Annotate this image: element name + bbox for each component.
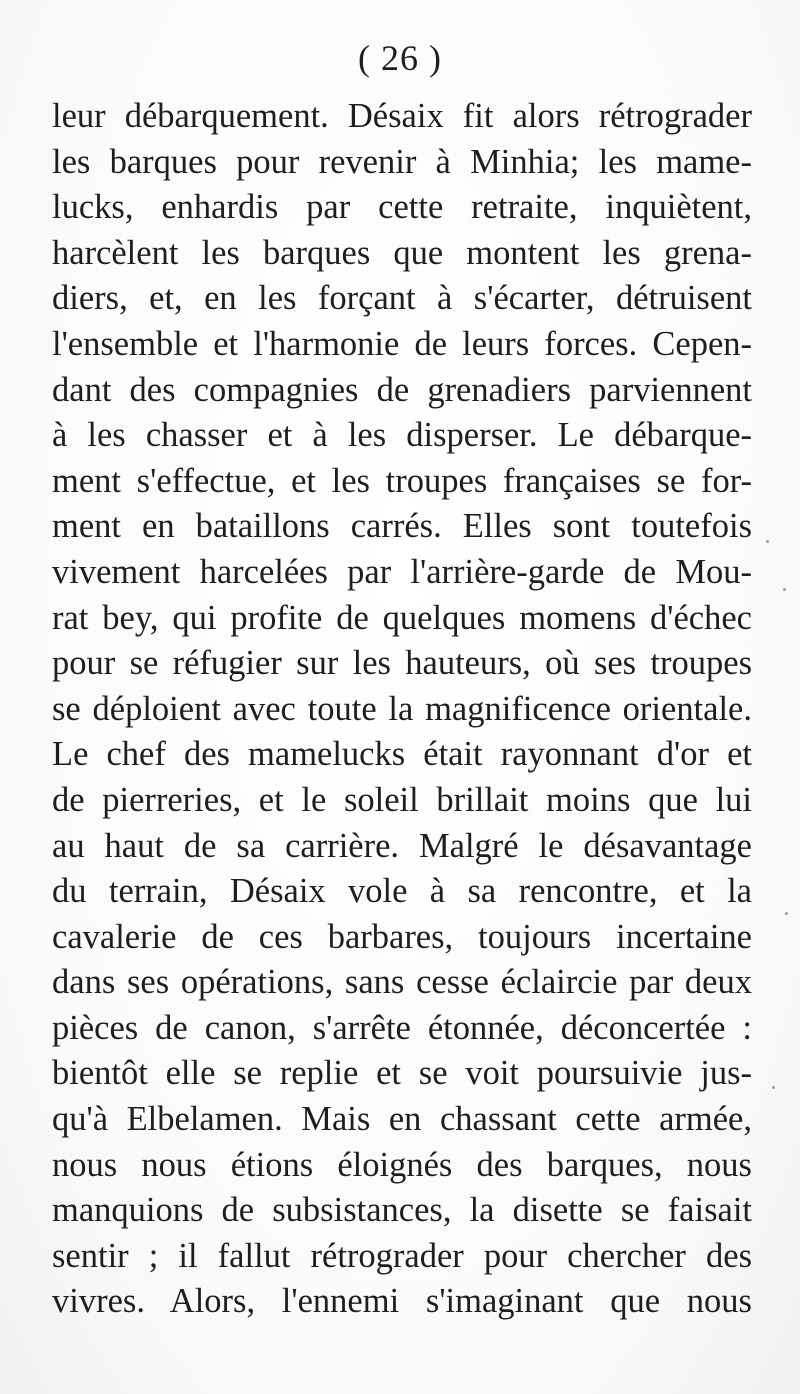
text-line: qu'à Elbelamen. Mais en chassant cette armée, — [52, 1100, 752, 1139]
print-speck — [785, 912, 788, 915]
text-line: se déploient avec toute la magnificence orientale. — [52, 689, 752, 728]
text-line: sentir ; il fallut rétrograder pour chercher des — [52, 1236, 752, 1275]
text-line: pièces de canon, s'arrête étonnée, déconcertée : — [52, 1008, 752, 1047]
print-speck — [783, 588, 786, 591]
text-line: rat bey, qui profite de quelques momens d'échec — [52, 598, 752, 637]
text-line: pour se réfugier sur les hauteurs, où ses troupes — [52, 644, 752, 683]
text-line: cavalerie de ces barbares, toujours incertaine — [52, 917, 752, 956]
print-speck — [766, 540, 769, 543]
page-number: ( 26 ) — [358, 38, 442, 78]
text-line: manquions de subsistances, la disette se faisait — [52, 1191, 752, 1230]
text-line: leur débarquement. Désaix fit alors rétrograder — [52, 97, 752, 135]
text-line: vivres. Alors, l'ennemi s'imaginant que nous — [52, 1282, 752, 1321]
text-line: harcèlent les barques que montent les grena- — [52, 233, 752, 272]
text-line: vivement harcelées par l'arrière-garde de Mou- — [52, 552, 752, 591]
text-line: Le chef des mamelucks était rayonnant d'or et — [52, 735, 752, 774]
text-line: dans ses opérations, sans cesse éclaircie par deux — [52, 963, 752, 1002]
text-line: au haut de sa carrière. Malgré le désavantage — [52, 826, 752, 865]
text-line: dant des compagnies de grenadiers parviennent — [52, 370, 752, 409]
text-line: bientôt elle se replie et se voit poursuivie jus- — [52, 1054, 752, 1093]
text-line: lucks, enhardis par cette retraite, inquiètent, — [52, 188, 752, 227]
text-line: du terrain, Désaix vole à sa rencontre, et la — [52, 872, 752, 911]
text-line: ment s'effectue, et les troupes françaises se for- — [52, 461, 752, 500]
text-line: diers, et, en les forçant à s'écarter, détruisent — [52, 279, 752, 318]
text-line: les barques pour revenir à Minhia; les mame- — [52, 142, 752, 181]
text-line: l'ensemble et l'harmonie de leurs forces. Cepen- — [52, 324, 752, 363]
text-line: de pierreries, et le soleil brillait moins que lui — [52, 780, 752, 819]
text-line: ment en bataillons carrés. Elles sont toutefois — [52, 507, 752, 546]
text-line: nous nous étions éloignés des barques, nous — [52, 1145, 752, 1184]
text-line: à les chasser et à les disperser. Le débarque- — [52, 416, 752, 455]
body-text — [52, 94, 752, 1325]
print-speck — [772, 1086, 775, 1089]
